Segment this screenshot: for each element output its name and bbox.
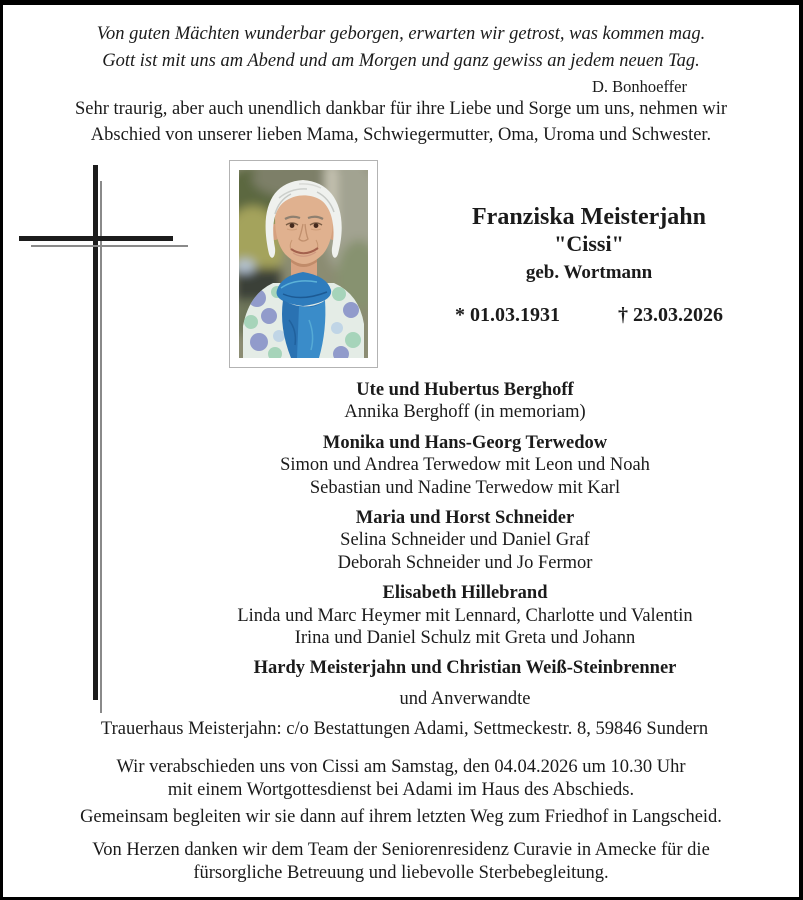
- cross-horizontal-bar: [19, 236, 173, 241]
- mourner-line: Selina Schneider und Daniel Graf: [340, 530, 590, 551]
- intro-line-2: Abschied von unserer lieben Mama, Schwiegermutter, Oma, Uroma und Schwester.: [90, 125, 712, 145]
- mourner-group: [115, 432, 803, 499]
- thanks-line-2: fürsorgliche Betreuung und liebevolle Sterbebegleitung.: [193, 862, 609, 883]
- mourner-head: Hardy Meisterjahn und Christian Weiß-Steinbrenner: [253, 658, 677, 679]
- burial-info: Gemeinsam begleiten wir sie dann auf ihrem letzten Weg zum Friedhof in Langscheid.: [80, 807, 722, 827]
- quote-attribution: D. Bonhoeffer: [591, 77, 687, 96]
- service-info: [3, 756, 799, 801]
- cross-horizontal-shadow: [31, 245, 188, 247]
- mourner-head: Maria und Horst Schneider: [355, 508, 575, 529]
- mourner-line: Linda und Marc Heymer mit Lennard, Charlotte und Valentin: [237, 605, 693, 626]
- portrait-photo-illustration: [239, 170, 368, 358]
- deceased-nickname: "Cissi": [554, 231, 624, 256]
- deceased-name: Franziska Meisterjahn: [472, 204, 706, 230]
- maiden-name: geb. Wortmann: [525, 262, 653, 283]
- mourner-line: Sebastian und Nadine Terwedow mit Karl: [309, 477, 621, 498]
- mourner-group: [115, 507, 803, 574]
- mourner-line: Irina und Daniel Schulz mit Greta und Johann: [294, 628, 636, 649]
- mourner-line: Annika Berghoff (in memoriam): [344, 402, 586, 423]
- mourner-head: Elisabeth Hillebrand: [382, 583, 548, 604]
- funeral-home-address: Trauerhaus Meisterjahn: c/o Bestattungen Adami, Settmeckestr. 8, 59846 Sundern: [100, 719, 709, 739]
- opening-quote: [3, 21, 799, 98]
- intro-line-1: Sehr traurig, aber auch unendlich dankbar für ihre Liebe und Sorge um uns, nehmen wir: [74, 99, 728, 119]
- mourner-group: [115, 379, 803, 424]
- mourner-group: [115, 657, 803, 679]
- mourner-line: Deborah Schneider und Jo Fermor: [337, 552, 593, 573]
- birth-date: * 01.03.1931: [455, 304, 560, 326]
- relatives-note: und Anverwandte: [399, 688, 531, 709]
- mourner-head: Ute und Hubertus Berghoff: [356, 380, 574, 400]
- cross-vertical-shadow: [100, 181, 102, 713]
- intro-paragraph: [3, 96, 799, 148]
- mourner-group: [115, 582, 803, 649]
- mourner-line: Simon und Andrea Terwedow mit Leon und Noah: [280, 455, 650, 476]
- life-dates: [405, 304, 773, 327]
- mourners-list: [115, 379, 803, 710]
- deceased-block: [405, 204, 773, 327]
- death-date: † 23.03.2026: [618, 304, 723, 326]
- thanks-line-1: Von Herzen danken wir dem Team der Seniorenresidenz Curavie in Amecke für die: [92, 840, 710, 860]
- thanks-note: [3, 839, 799, 884]
- service-line-2: mit einem Wortgottesdienst bei Adami im Haus des Abschieds.: [167, 779, 635, 800]
- service-line-1: Wir verabschieden uns von Cissi am Samstag, den 04.04.2026 um 10.30 Uhr: [116, 757, 686, 777]
- portrait-photo: [229, 160, 378, 368]
- quote-line-2: Gott ist mit uns am Abend und am Morgen und ganz gewiss an jedem neuen Tag.: [102, 51, 700, 71]
- quote-line-1: Von guten Mächten wunderbar geborgen, erwarten wir getrost, was kommen mag.: [96, 24, 706, 44]
- mourner-head: Monika und Hans-Georg Terwedow: [322, 432, 608, 453]
